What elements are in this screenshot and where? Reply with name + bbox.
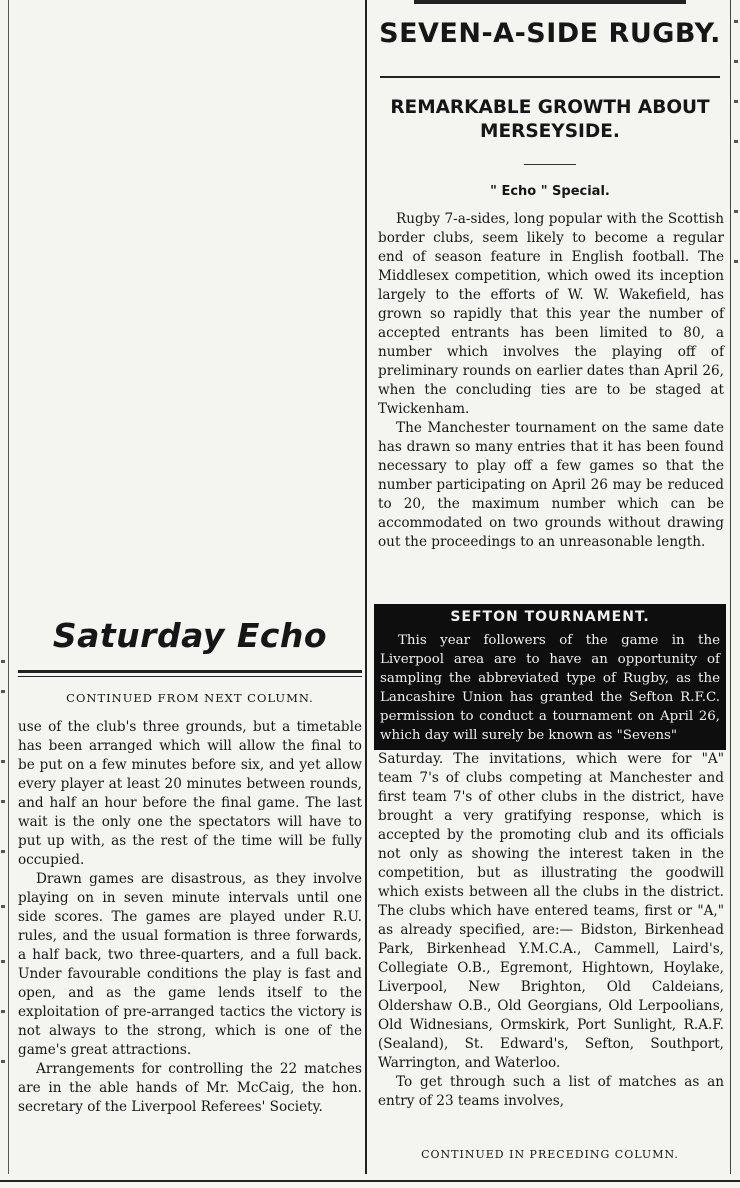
column-divider — [365, 0, 367, 1174]
masthead-rule-thin — [18, 676, 362, 677]
left-paragraph: use of the club's three grounds, but a timetable has been arranged which will allow the final to be put on a few minutes before six, and yet allow every player at least 20 minutes between rounds, and half an hour before the final game. The last wait is the only one the spectators will have to put up with, as the rest of the time will be fully occupied. — [18, 719, 362, 868]
right-paragraph: Rugby 7-a-sides, long popular with the Scottish border clubs, seem likely to become a regular end of season feature in English football. The Middlesex competition, which owed its inception largely to the efforts of W. W. Wakefield, has grown so rapidly that this year the number of accepted entrants has been limited to 80, a number which involves the playing off of preliminary rounds on earlier dates than April 26, when the concluding ties are to be staged at Twickenham. — [378, 211, 724, 417]
deck-headline: REMARKABLE GROWTH ABOUT MERSEYSIDE. — [390, 97, 710, 142]
left-paragraph: Arrangements for controlling the 22 matches are in the able hands of Mr. McCaig, the hon. secretary of the Liverpool Referees' Society. — [18, 1061, 362, 1115]
deck-rule — [524, 164, 576, 165]
masthead: Saturday Echo — [52, 616, 328, 655]
bottom-rule — [0, 1180, 740, 1182]
continued-in-label: CONTINUED IN PRECEDING COLUMN. — [421, 1148, 679, 1161]
byline-special: " Echo " Special. — [490, 184, 610, 199]
right-article-body-top — [378, 210, 724, 552]
left-column — [18, 0, 362, 1180]
right-paragraph: To get through such a list of matches as an entry of 23 teams involves, — [378, 1074, 724, 1109]
right-edge-fragments — [732, 0, 740, 1188]
right-paragraph: Saturday. The invitations, which were for "A" team 7's of clubs competing at Manchester and first team 7's of other clubs in the district, have brought a very gratifying response, which is accepted by the promoting club and its officials not only as showing the interest taken in the competition, but as illustrating the goodwill which exists between all the clubs in the district. The clubs which have entered teams, first or "A," as already specified, are:— Bidston, Birkenhead Park, Birkenhead Y.M.C.A., Cammell, Laird's, Collegiate O.B., Egremont, Hightown, Hoylake, Liverpool, New Brighton, Old Caldeians, Oldershaw O.B., Old Georgians, Old Lerpoolians, Old Widnesians, Ormskirk, Port Sunlight, R.A.F. (Sealand), St. Edward's, Sefton, Southport, Warrington, and Waterloo. — [378, 751, 724, 1071]
right-column — [374, 0, 726, 1180]
left-paragraph: Drawn games are disastrous, as they involve playing on in seven minute intervals until one side scores. The games are played under R.U. rules, and the usual formation is three forwards, a half back, two three-quarters, and a full back. Under favourable conditions the play is fast and open, and as the game lends itself to the exploitation of pre-arranged tactics the victory is not always to the strong, which is one of the game's great attractions. — [18, 871, 362, 1058]
boxed-paragraph: This year followers of the game in the Liverpool area are to have an opportunity of sampling the abbreviated type of Rugby, as the Lancashire Union has granted the Sefton R.F.C. permission to conduct a tournament on April 26, which day will surely be known as "Sevens" — [380, 633, 720, 743]
right-column-rule — [730, 0, 731, 1174]
masthead-rule — [18, 670, 362, 673]
continued-from-label: CONTINUED FROM NEXT COLUMN. — [66, 691, 314, 705]
sefton-tournament-box — [374, 604, 726, 750]
left-edge-fragments — [0, 0, 8, 1188]
left-column-rule — [8, 0, 9, 1174]
right-paragraph: The Manchester tournament on the same date has drawn so many entries that it has been found necessary to play off a few games so that the number participating on April 26 may be reduced to 20, the maximum number which can be accommodated on two grounds without drawing out the proceedings to an unreasonable length. — [378, 420, 724, 550]
left-article-body — [18, 718, 362, 1117]
subheading: SEFTON TOURNAMENT. — [450, 609, 650, 625]
headline-rule — [380, 76, 720, 78]
top-rule — [414, 0, 686, 4]
headline: SEVEN-A-SIDE RUGBY. — [379, 18, 721, 49]
right-article-body-bottom — [378, 750, 724, 1111]
